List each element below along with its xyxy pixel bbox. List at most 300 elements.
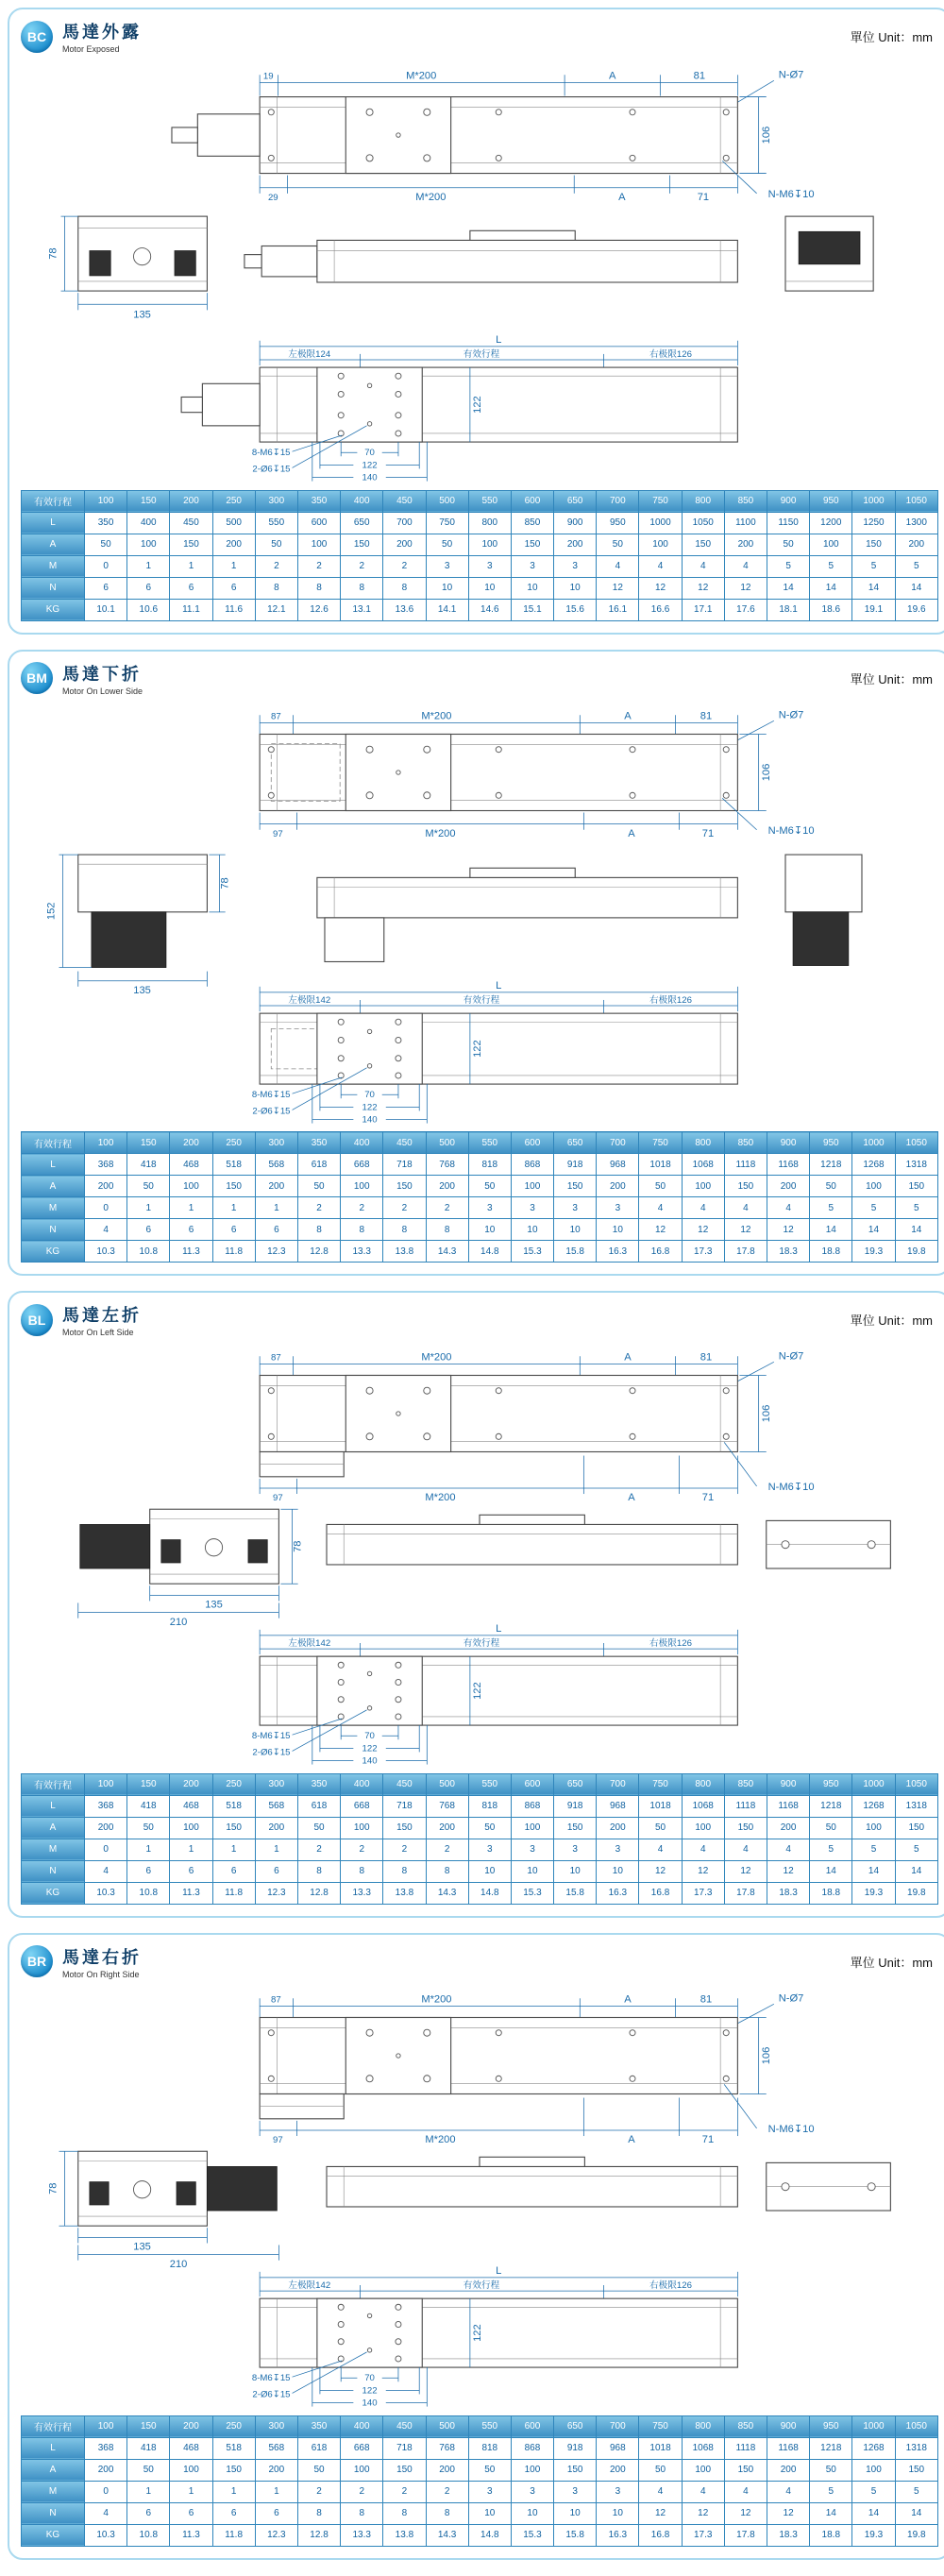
model-badge-br: [21, 1945, 53, 1977]
dim-value: 4: [724, 1839, 767, 1860]
row-label: L: [22, 1154, 85, 1176]
stroke-value: 450: [383, 1132, 426, 1154]
dim-value: 8: [297, 2502, 340, 2524]
dim-left-offset-top: 87: [270, 1994, 281, 2006]
dim-value: 6: [255, 1860, 297, 1882]
row-label: KG: [22, 1882, 85, 1904]
panel-header-bm: [21, 661, 938, 696]
dim-value: 1150: [767, 512, 810, 534]
hole-callout-top: N-Ø7: [778, 1350, 804, 1363]
dim-value: 1: [127, 1839, 170, 1860]
dim-value: 200: [85, 1176, 127, 1197]
dim-overall-length: L: [496, 2264, 502, 2277]
dim-value: 12: [682, 577, 724, 599]
dim-value: 14.6: [468, 599, 511, 620]
dim-value: 4: [682, 1839, 724, 1860]
dim-value: 3: [511, 555, 553, 577]
dim-value: 1: [212, 1197, 255, 1219]
stroke-value: 1000: [852, 1773, 895, 1795]
dim-value: 1: [212, 555, 255, 577]
dim-value: 1200: [810, 512, 852, 534]
dim-value: 50: [127, 1176, 170, 1197]
dim-value: 4: [85, 1219, 127, 1241]
dim-value: 6: [170, 1860, 212, 1882]
dim-value: 14: [810, 577, 852, 599]
unit-label: 單位 Unit：mm: [850, 1313, 933, 1329]
stroke-value: 250: [212, 2415, 255, 2437]
dim-value: 14: [810, 1860, 852, 1882]
dim-value: 1118: [724, 2437, 767, 2459]
stroke-value: 350: [297, 490, 340, 512]
dim-value: 50: [810, 1176, 852, 1197]
dim-body-height: 106: [760, 1404, 772, 1423]
dim-value: 1: [127, 2481, 170, 2502]
dim-value: 12.3: [255, 1241, 297, 1263]
thread-callout-bottom: N-M6↧10: [767, 188, 815, 200]
dim-value: 150: [724, 1176, 767, 1197]
dim-body-height: 106: [760, 763, 772, 781]
dim-value: 12: [767, 1860, 810, 1882]
dim-effective-stroke: 有效行程: [463, 2279, 500, 2291]
br-end-view: [767, 2162, 891, 2211]
dim-right-offset-top: 81: [700, 1993, 713, 2006]
dim-value: 868: [511, 1154, 553, 1176]
dim-left-offset-bottom: 29: [267, 192, 278, 203]
br-section-view: [47, 2151, 278, 2270]
dim-value: 468: [170, 1795, 212, 1817]
dim-value: 100: [852, 1176, 895, 1197]
dim-right-limit: 右极限126: [649, 348, 692, 360]
dim-value: 13.3: [341, 1882, 383, 1904]
dim-value: 19.3: [852, 2524, 895, 2546]
stroke-value: 850: [724, 1773, 767, 1795]
stroke-value: 550: [468, 2415, 511, 2437]
dim-value: 12.3: [255, 2524, 297, 2546]
br-bottom-view: [252, 2265, 737, 2409]
section-subtitle: Motor On Lower Side: [62, 686, 143, 696]
dim-value: 0: [85, 2481, 127, 2502]
dim-value: 1268: [852, 2437, 895, 2459]
dim-value: 8: [341, 2502, 383, 2524]
stroke-value: 700: [597, 1773, 639, 1795]
stroke-header: 有效行程: [22, 2415, 85, 2437]
dim-value: 650: [341, 512, 383, 534]
dim-value: 100: [682, 2459, 724, 2481]
row-label: KG: [22, 2524, 85, 2546]
dim-value: 12: [639, 1219, 682, 1241]
dim-value: 11.3: [170, 2524, 212, 2546]
dim-value: 3: [597, 1839, 639, 1860]
dim-value: 15.1: [511, 599, 553, 620]
stroke-value: 500: [426, 1773, 468, 1795]
bl-section-view: [78, 1510, 304, 1629]
thread-callout-bottom: N-M6↧10: [767, 824, 815, 837]
br-top-view: [260, 1992, 814, 2145]
stroke-value: 600: [511, 1773, 553, 1795]
dim-value: 14: [895, 1860, 937, 1882]
dim-value: 12.8: [297, 2524, 340, 2546]
dim-value: 4: [639, 2481, 682, 2502]
dim-value: 450: [170, 512, 212, 534]
stroke-value: 650: [554, 1132, 597, 1154]
dim-value: 8: [341, 1860, 383, 1882]
row-label: N: [22, 577, 85, 599]
dim-value: 1: [127, 1197, 170, 1219]
dim-pitch-bottom: M*200: [415, 191, 447, 203]
dim-value: 18.3: [767, 2524, 810, 2546]
dim-value: 6: [212, 577, 255, 599]
dim-value: 818: [468, 1154, 511, 1176]
carriage-top: [346, 734, 450, 810]
bm-end-view: [785, 855, 862, 965]
dim-value: 5: [852, 1197, 895, 1219]
dim-value: 1: [255, 1197, 297, 1219]
dim-value: 918: [554, 1154, 597, 1176]
dim-value: 5: [852, 555, 895, 577]
bc-top-view: [172, 69, 815, 203]
stroke-value: 1000: [852, 490, 895, 512]
dim-value: 5: [895, 1197, 937, 1219]
dim-value: 5: [895, 555, 937, 577]
dim-value: 2: [383, 1197, 426, 1219]
dim-value: 8: [426, 1219, 468, 1241]
dim-value: 418: [127, 2437, 170, 2459]
dim-value: 918: [554, 1795, 597, 1817]
dim-value: 100: [170, 2459, 212, 2481]
dim-a-top: A: [624, 1351, 632, 1364]
dim-value: 50: [639, 1817, 682, 1839]
motor-left: [80, 1525, 150, 1569]
dim-value: 2: [297, 1839, 340, 1860]
dim-value: 3: [468, 1197, 511, 1219]
panel-br: [8, 1933, 944, 2560]
bc-side-view: [244, 230, 737, 282]
dim-overall-length: L: [496, 979, 502, 991]
panel-header-bc: [21, 19, 938, 54]
row-label: KG: [22, 1241, 85, 1263]
dim-value: 900: [554, 512, 597, 534]
dim-value: 13.8: [383, 1241, 426, 1263]
dim-a-bottom: A: [628, 827, 635, 839]
unit-label: 單位 Unit：mm: [850, 671, 933, 686]
dim-value: 1: [170, 1839, 212, 1860]
stroke-value: 750: [639, 1773, 682, 1795]
dim-value: 150: [895, 2459, 937, 2481]
dim-section-height: 78: [292, 1540, 304, 1553]
row-label: A: [22, 534, 85, 555]
hole-callout-top: N-Ø7: [778, 1992, 804, 2005]
dim-value: 18.3: [767, 1241, 810, 1263]
dim-left-offset-bottom: 97: [273, 2135, 283, 2146]
dim-value: 50: [639, 1176, 682, 1197]
drawing-canvas-bc: [21, 54, 938, 486]
stroke-value: 600: [511, 2415, 553, 2437]
dim-value: 12: [767, 1219, 810, 1241]
dim-value: 5: [852, 2481, 895, 2502]
dim-value: 15.8: [554, 1882, 597, 1904]
dim-section-width: 135: [133, 2241, 151, 2253]
dim-value: 12.8: [297, 1241, 340, 1263]
pin-callout: 2-Ø6↧15: [252, 1747, 291, 1758]
dim-left-limit: 左极限142: [288, 1638, 331, 1650]
dim-value: 150: [852, 534, 895, 555]
dim-value: 150: [554, 1817, 597, 1839]
stroke-value: 800: [682, 2415, 724, 2437]
dim-plan-width: 122: [472, 1039, 484, 1058]
panel-bc: [8, 8, 944, 635]
stroke-value: 950: [810, 1132, 852, 1154]
dim-value: 4: [639, 1839, 682, 1860]
dim-value: 8: [255, 577, 297, 599]
bl-end-view: [767, 1521, 891, 1569]
dim-value: 8: [426, 2502, 468, 2524]
dim-value: 150: [895, 1817, 937, 1839]
dim-value: 17.1: [682, 599, 724, 620]
dim-value: 14: [852, 577, 895, 599]
dim-value: 200: [85, 1817, 127, 1839]
dim-value: 15.3: [511, 1882, 553, 1904]
dim-bolt-span: 70: [364, 2373, 375, 2384]
row-label: M: [22, 1839, 85, 1860]
dim-value: 200: [212, 534, 255, 555]
dim-value: 10: [554, 1860, 597, 1882]
dim-value: 368: [85, 1795, 127, 1817]
stroke-value: 1050: [895, 1132, 937, 1154]
dim-left-offset-bottom: 97: [273, 828, 283, 839]
dim-value: 518: [212, 1154, 255, 1176]
panel-bl: [8, 1291, 944, 1918]
stroke-value: 900: [767, 490, 810, 512]
pin-callout: 2-Ø6↧15: [252, 1106, 291, 1117]
dim-value: 1218: [810, 1795, 852, 1817]
stroke-value: 1000: [852, 2415, 895, 2437]
motor-bottom: [181, 383, 260, 426]
dim-value: 4: [597, 555, 639, 577]
dim-value: 200: [767, 1817, 810, 1839]
dim-section-total-width: 210: [169, 2258, 188, 2270]
dim-value: 16.1: [597, 599, 639, 620]
dim-value: 618: [297, 1154, 340, 1176]
dim-value: 14: [852, 1219, 895, 1241]
dim-value: 100: [511, 1176, 553, 1197]
dim-value: 800: [468, 512, 511, 534]
drawing-canvas-bl: [21, 1337, 938, 1770]
dim-value: 8: [341, 1219, 383, 1241]
stroke-value: 1050: [895, 490, 937, 512]
dim-pin-span: 122: [362, 2385, 378, 2397]
stroke-value: 500: [426, 490, 468, 512]
dim-value: 2: [383, 2481, 426, 2502]
dim-value: 150: [724, 1817, 767, 1839]
dim-value: 1268: [852, 1154, 895, 1176]
stroke-value: 300: [255, 1773, 297, 1795]
dim-pitch-bottom: M*200: [425, 1492, 456, 1504]
dim-value: 1: [127, 555, 170, 577]
dim-value: 16.8: [639, 2524, 682, 2546]
stroke-value: 200: [170, 490, 212, 512]
dim-value: 0: [85, 1839, 127, 1860]
dim-value: 18.8: [810, 1882, 852, 1904]
dim-value: 10: [468, 1860, 511, 1882]
bl-top-view: [260, 1351, 814, 1504]
dimension-table-bl: [21, 1773, 938, 1905]
dim-value: 1218: [810, 1154, 852, 1176]
dim-a-top: A: [624, 709, 632, 721]
dim-pin-span: 122: [362, 1102, 378, 1113]
dim-value: 550: [255, 512, 297, 534]
dim-value: 1300: [895, 512, 937, 534]
stroke-header: 有效行程: [22, 1132, 85, 1154]
dim-value: 12: [767, 2502, 810, 2524]
dim-value: 1050: [682, 512, 724, 534]
dim-value: 50: [426, 534, 468, 555]
section-heading: [62, 19, 142, 54]
bl-bottom-view: [252, 1623, 737, 1767]
dim-value: 100: [852, 2459, 895, 2481]
dim-value: 2: [297, 1197, 340, 1219]
dim-value: 200: [426, 1817, 468, 1839]
dim-value: 12: [682, 1860, 724, 1882]
bolt-callout: 8-M6↧15: [251, 448, 291, 459]
dim-value: 200: [85, 2459, 127, 2481]
dim-value: 14: [767, 577, 810, 599]
stroke-value: 750: [639, 2415, 682, 2437]
carriage-bottom: [317, 1013, 422, 1084]
dim-value: 18.8: [810, 1241, 852, 1263]
dim-value: 19.8: [895, 1241, 937, 1263]
dim-value: 150: [682, 534, 724, 555]
dim-value: 10: [511, 1219, 553, 1241]
dim-section-height: 78: [47, 2182, 59, 2195]
dim-value: 3: [597, 2481, 639, 2502]
dim-value: 200: [255, 2459, 297, 2481]
bc-end-view: [785, 216, 873, 291]
dim-left-offset-top: 87: [270, 710, 281, 721]
stroke-value: 950: [810, 2415, 852, 2437]
dim-value: 12: [724, 2502, 767, 2524]
dim-value: 350: [85, 512, 127, 534]
dim-value: 1: [170, 555, 212, 577]
dim-value: 6: [127, 577, 170, 599]
stroke-value: 500: [426, 2415, 468, 2437]
dim-value: 12: [639, 577, 682, 599]
dim-plan-width: 122: [472, 1682, 484, 1701]
dim-value: 18.8: [810, 2524, 852, 2546]
stroke-value: 200: [170, 2415, 212, 2437]
carriage-bottom: [317, 2298, 422, 2367]
stroke-value: 800: [682, 1773, 724, 1795]
dim-pitch-top: M*200: [421, 1351, 452, 1364]
stroke-value: 950: [810, 1773, 852, 1795]
dim-section-width: 135: [205, 1599, 223, 1611]
dim-value: 518: [212, 1795, 255, 1817]
dimension-table-br: [21, 2415, 938, 2547]
dim-value: 4: [767, 1197, 810, 1219]
stroke-value: 700: [597, 2415, 639, 2437]
dim-value: 768: [426, 2437, 468, 2459]
row-label: L: [22, 1795, 85, 1817]
row-label: A: [22, 2459, 85, 2481]
bc-section-view: [47, 216, 207, 320]
dim-value: 150: [383, 1176, 426, 1197]
row-label: L: [22, 512, 85, 534]
dim-value: 150: [341, 534, 383, 555]
dim-value: 150: [511, 534, 553, 555]
dim-value: 10.8: [127, 2524, 170, 2546]
dim-value: 10: [511, 1860, 553, 1882]
stroke-value: 900: [767, 1773, 810, 1795]
dim-value: 3: [511, 2481, 553, 2502]
stroke-value: 350: [297, 2415, 340, 2437]
dim-value: 50: [297, 2459, 340, 2481]
dim-value: 100: [127, 534, 170, 555]
motor-right: [207, 2166, 277, 2211]
dim-value: 200: [724, 534, 767, 555]
dim-right-offset-bottom: 71: [701, 1492, 715, 1504]
dim-value: 1118: [724, 1795, 767, 1817]
stroke-value: 150: [127, 490, 170, 512]
motor-exposed: [172, 114, 260, 157]
dim-value: 2: [426, 1839, 468, 1860]
dim-value: 18.3: [767, 1882, 810, 1904]
stroke-value: 600: [511, 490, 553, 512]
carriage-bottom: [317, 1656, 422, 1725]
dim-right-limit: 右极限126: [649, 994, 692, 1006]
dim-body-height: 106: [760, 126, 772, 144]
bm-bottom-view: [252, 979, 737, 1125]
hole-callout-top: N-Ø7: [778, 69, 804, 81]
dim-pitch-top: M*200: [421, 709, 452, 721]
dim-value: 18.6: [810, 599, 852, 620]
dim-value: 15.6: [554, 599, 597, 620]
dim-value: 150: [212, 2459, 255, 2481]
dim-value: 17.8: [724, 1241, 767, 1263]
stroke-value: 1000: [852, 1132, 895, 1154]
dim-value: 11.8: [212, 1882, 255, 1904]
dim-value: 2: [297, 2481, 340, 2502]
dim-value: 8: [297, 1219, 340, 1241]
dim-value: 50: [597, 534, 639, 555]
dim-value: 5: [895, 2481, 937, 2502]
dim-value: 1000: [639, 512, 682, 534]
dim-value: 100: [341, 2459, 383, 2481]
dim-value: 10.1: [85, 599, 127, 620]
dim-value: 50: [127, 2459, 170, 2481]
dim-value: 19.8: [895, 1882, 937, 1904]
dim-value: 200: [255, 1817, 297, 1839]
dim-value: 968: [597, 1795, 639, 1817]
row-label: M: [22, 555, 85, 577]
dim-left-limit: 左极限142: [288, 2279, 331, 2291]
section-subtitle: Motor Exposed: [62, 44, 120, 54]
dim-value: 100: [810, 534, 852, 555]
section-title: 馬達右折: [62, 1947, 142, 1967]
dim-value: 150: [383, 1817, 426, 1839]
dim-value: 10: [597, 1219, 639, 1241]
dim-value: 50: [297, 1176, 340, 1197]
carriage-bottom: [317, 367, 422, 442]
dim-value: 3: [554, 555, 597, 577]
dim-value: 1268: [852, 1795, 895, 1817]
row-label: N: [22, 1860, 85, 1882]
dim-pitch-bottom: M*200: [425, 827, 456, 839]
stroke-value: 700: [597, 490, 639, 512]
dim-section-total-width: 210: [169, 1617, 188, 1629]
stroke-value: 350: [297, 1773, 340, 1795]
dim-value: 12: [724, 1860, 767, 1882]
dim-value: 13.3: [341, 2524, 383, 2546]
dim-value: 4: [767, 1839, 810, 1860]
